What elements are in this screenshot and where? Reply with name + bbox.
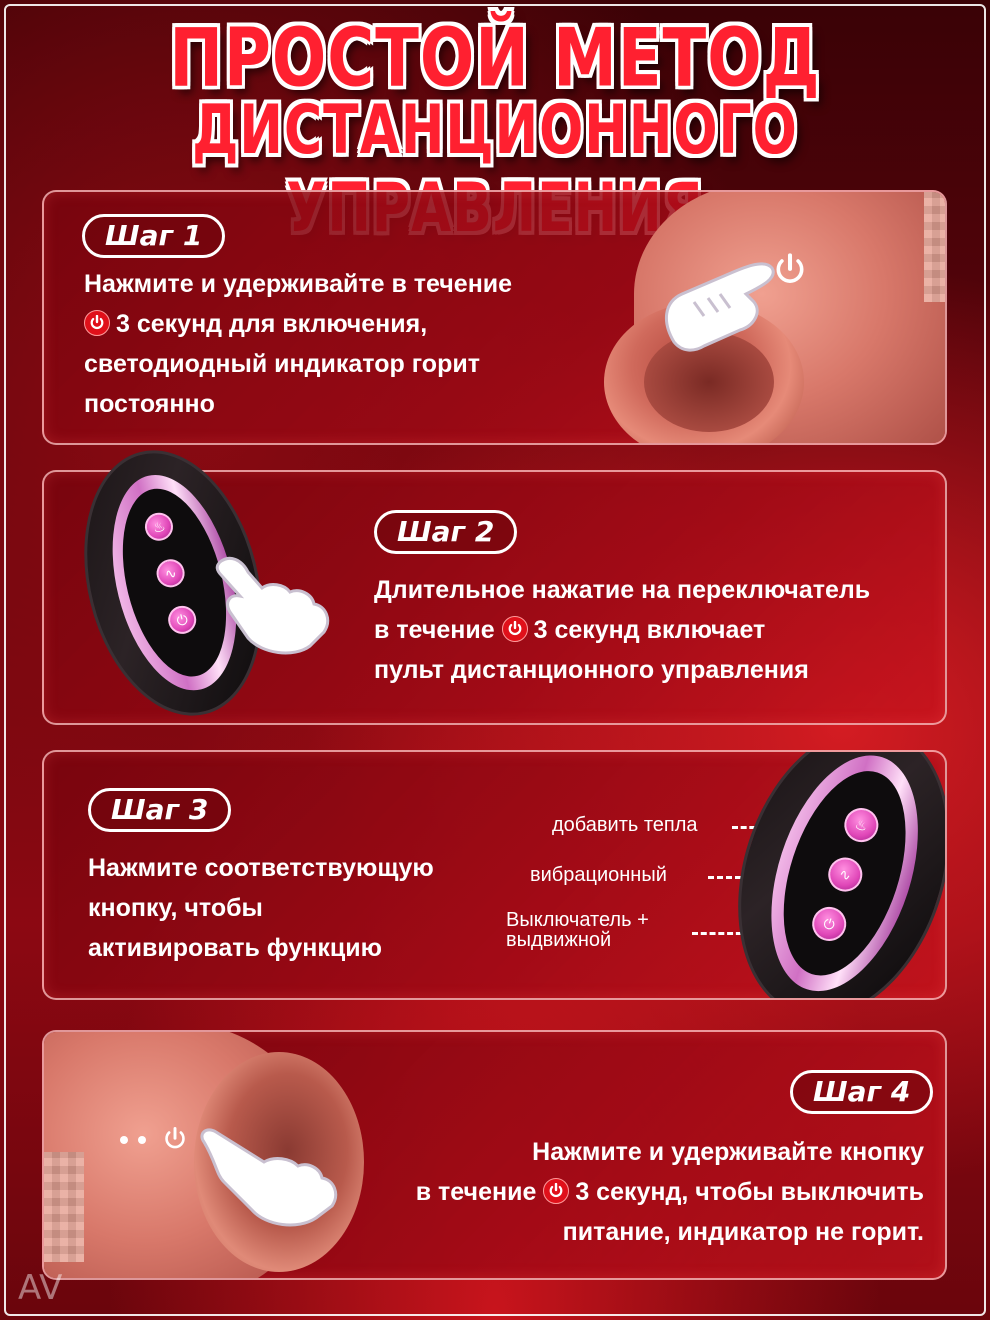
power-icon bbox=[502, 616, 528, 642]
step-3-line-3: активировать функцию bbox=[88, 934, 382, 962]
step-4-line-2-text-b: 3 секунд, чтобы выключить bbox=[575, 1178, 924, 1206]
step-1-panel bbox=[42, 190, 947, 445]
step-3-line-2: кнопку, чтобы bbox=[88, 894, 263, 922]
step-4-text bbox=[364, 1132, 924, 1252]
function-label-vibration: вибрационный bbox=[530, 864, 667, 886]
indicator-dot bbox=[138, 1136, 146, 1144]
step-1-text bbox=[84, 264, 512, 424]
step-4-line-2-text-a: в течение bbox=[415, 1178, 537, 1206]
flame-icon: ♨ bbox=[142, 510, 176, 544]
flame-icon: ♨ bbox=[840, 804, 883, 847]
step-1-line-1: Нажмите и удерживайте в течение bbox=[84, 270, 513, 298]
step-2-line-3: пульт дистанционного управления bbox=[374, 656, 809, 684]
censor-mosaic bbox=[924, 192, 947, 302]
step-3-panel bbox=[42, 750, 947, 1000]
power-icon bbox=[84, 310, 110, 336]
step-4-line-3: питание, индикатор не горит. bbox=[562, 1218, 924, 1246]
hand-pointer-icon bbox=[200, 548, 340, 658]
power-icon: ⏻ bbox=[165, 603, 199, 637]
step-4-panel bbox=[42, 1030, 947, 1280]
step-2-badge: Шаг 2 bbox=[374, 510, 517, 554]
wave-icon: ∿ bbox=[154, 556, 188, 590]
page-title-line-2: ДИСТАНЦИОННОГО bbox=[192, 92, 798, 170]
step-2-line-2 bbox=[374, 610, 870, 650]
function-label-power-line-1: Выключатель + bbox=[506, 909, 649, 931]
function-label-power-line-2: выдвижной bbox=[506, 929, 612, 951]
step-4-line-2 bbox=[364, 1172, 924, 1212]
function-label-power bbox=[506, 910, 649, 950]
wave-icon: ∿ bbox=[824, 853, 867, 896]
indicator-dot bbox=[120, 1136, 128, 1144]
step-2-text bbox=[374, 570, 870, 690]
power-icon bbox=[772, 252, 808, 288]
censor-mosaic bbox=[44, 1152, 84, 1262]
function-label-heat: добавить тепла bbox=[552, 814, 698, 836]
step-1-line-2-text: 3 секунд для включения, bbox=[116, 310, 428, 338]
step-1-line-4: постоянно bbox=[84, 390, 215, 418]
step-2-line-1: Длительное нажатие на переключатель bbox=[374, 576, 871, 604]
step-1-line-2 bbox=[84, 304, 512, 344]
step-3-line-1: Нажмите соответствующую bbox=[88, 854, 434, 882]
step-2-line-2-text-b: 3 секунд включает bbox=[533, 616, 766, 644]
step-3-badge: Шаг 3 bbox=[88, 788, 231, 832]
power-icon bbox=[543, 1178, 569, 1204]
power-icon: ⏻ bbox=[808, 903, 851, 946]
step-4-line-1: Нажмите и удерживайте кнопку bbox=[532, 1138, 924, 1166]
page-title-line-1: ПРОСТОЙ МЕТОД bbox=[169, 12, 821, 106]
remote-control-image bbox=[703, 750, 947, 1000]
power-icon bbox=[162, 1126, 188, 1152]
step-1-badge: Шаг 1 bbox=[82, 214, 225, 258]
hand-pointer-icon bbox=[194, 1122, 344, 1232]
watermark: AV bbox=[18, 1268, 63, 1308]
step-4-badge: Шаг 4 bbox=[790, 1070, 933, 1114]
step-2-line-2-text-a: в течение bbox=[374, 616, 495, 644]
step-3-text bbox=[88, 848, 434, 968]
step-1-line-3: светодиодный индикатор горит bbox=[84, 350, 480, 378]
